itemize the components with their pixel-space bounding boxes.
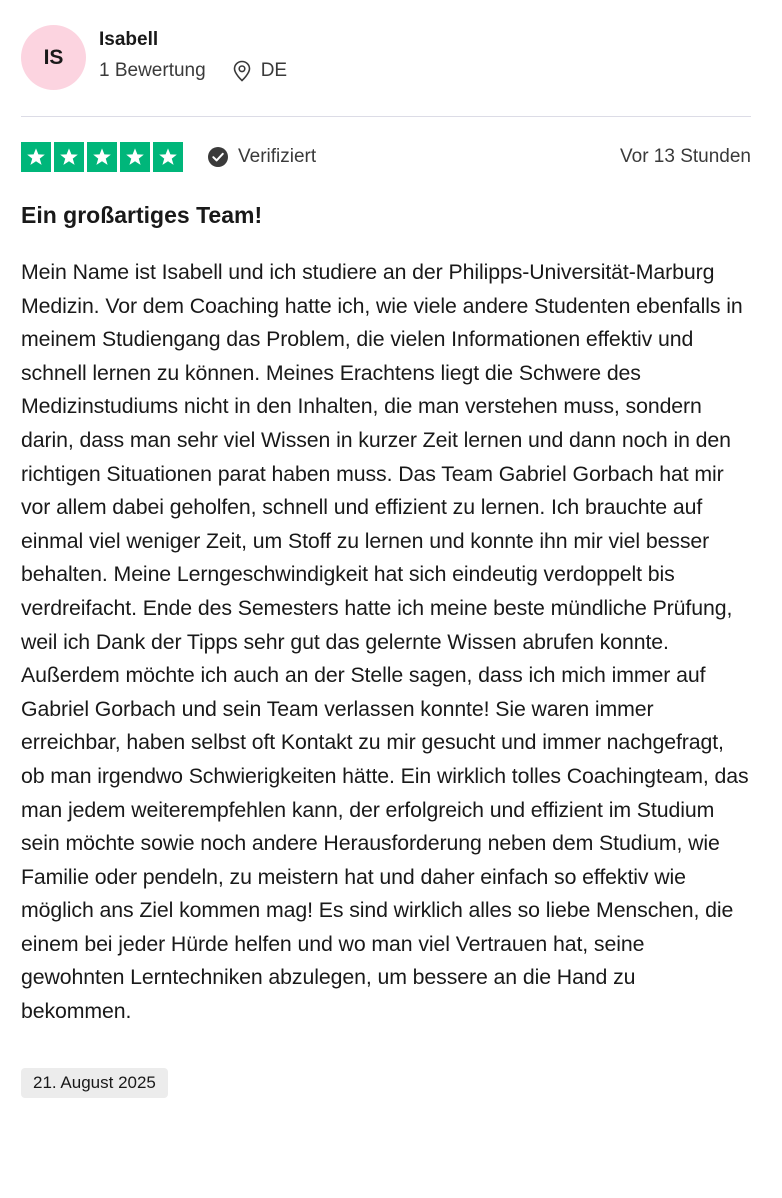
review-count: 1 Bewertung [99,59,206,81]
consumer-info [99,29,287,82]
star-icon [120,142,150,172]
review-card [21,0,751,1098]
review-header [21,0,751,117]
consumer-name[interactable]: Isabell [99,28,159,50]
avatar[interactable]: IS [21,25,86,90]
rating-row [21,117,751,197]
star-icon [54,142,84,172]
star-rating [21,142,183,172]
experience-date-badge: 21. August 2025 [21,1068,168,1098]
star-icon [87,142,117,172]
review-relative-date: Vor 13 Stunden [620,146,751,167]
review-title[interactable]: Ein großartiges Team! [21,202,263,228]
verified-check-icon [207,146,229,168]
verified-label: Verifiziert [238,146,317,167]
location-pin-icon [232,60,252,82]
country-code: DE [260,59,288,81]
review-text: Mein Name ist Isabell und ich studiere an der Philipps-Universität-Marburg Medizin. Vor dem Coaching hatte ich, wie viele andere Studenten ebenfalls in meinem Studiengang das Problem, die vielen Informationen effektiv und schnell lernen zu können. Meines Erachtens liegt die Schwere des Medizinstudiums nicht in den Inhalten, die man verstehen muss, sondern darin, dass man sehr viel Wissen in kurzer Zeit lernen und dann noch in den richtigen Situationen parat haben muss. Das Team Gabriel Gorbach hat mir vor allem dabei geholfen, schnell und effizient zu lernen. Ich brauchte auf einmal viel weniger Zeit, um Stoff zu lernen und konnte ihn mir viel besser behalten. Meine Lerngeschwindigkeit hat sich eindeutig verdoppelt bis verdreifacht. Ende des Semesters hatte ich meine beste mündliche Prüfung, weil ich Dank der Tipps sehr gut das gelernte Wissen abrufen konnte. Außerdem möchte ich auch an der Stelle sagen, dass ich mich immer auf Gabriel Gorbach und sein Team verlassen konnte! Sie waren immer erreichbar, haben selbst oft Kontakt zu mir gesucht und immer nachgefragt, ob man irgendwo Schwierigkeiten hätte. Ein wirklich tolles Coachingteam, das man jedem weiterempfehlen kann, der erfolgreich und effizient im Studium sein möchte sowie noch andere Herausforderung neben dem Studium, wie Familie oder pendeln, zu meistern hat und daher einfach so effektiv wie möglich ans Ziel kommen mag! Es sind wirklich alles so liebe Menschen, die einem bei jeder Hürde helfen und wo man viel Vertrauen hat, seine gewohnten Lerntechniken abzulegen, um bessere an die Hand zu bekommen. [21,260,749,1024]
star-icon [21,142,51,172]
consumer-location [232,60,287,82]
consumer-meta [99,60,287,82]
verified-badge[interactable] [207,146,316,168]
star-icon [153,142,183,172]
